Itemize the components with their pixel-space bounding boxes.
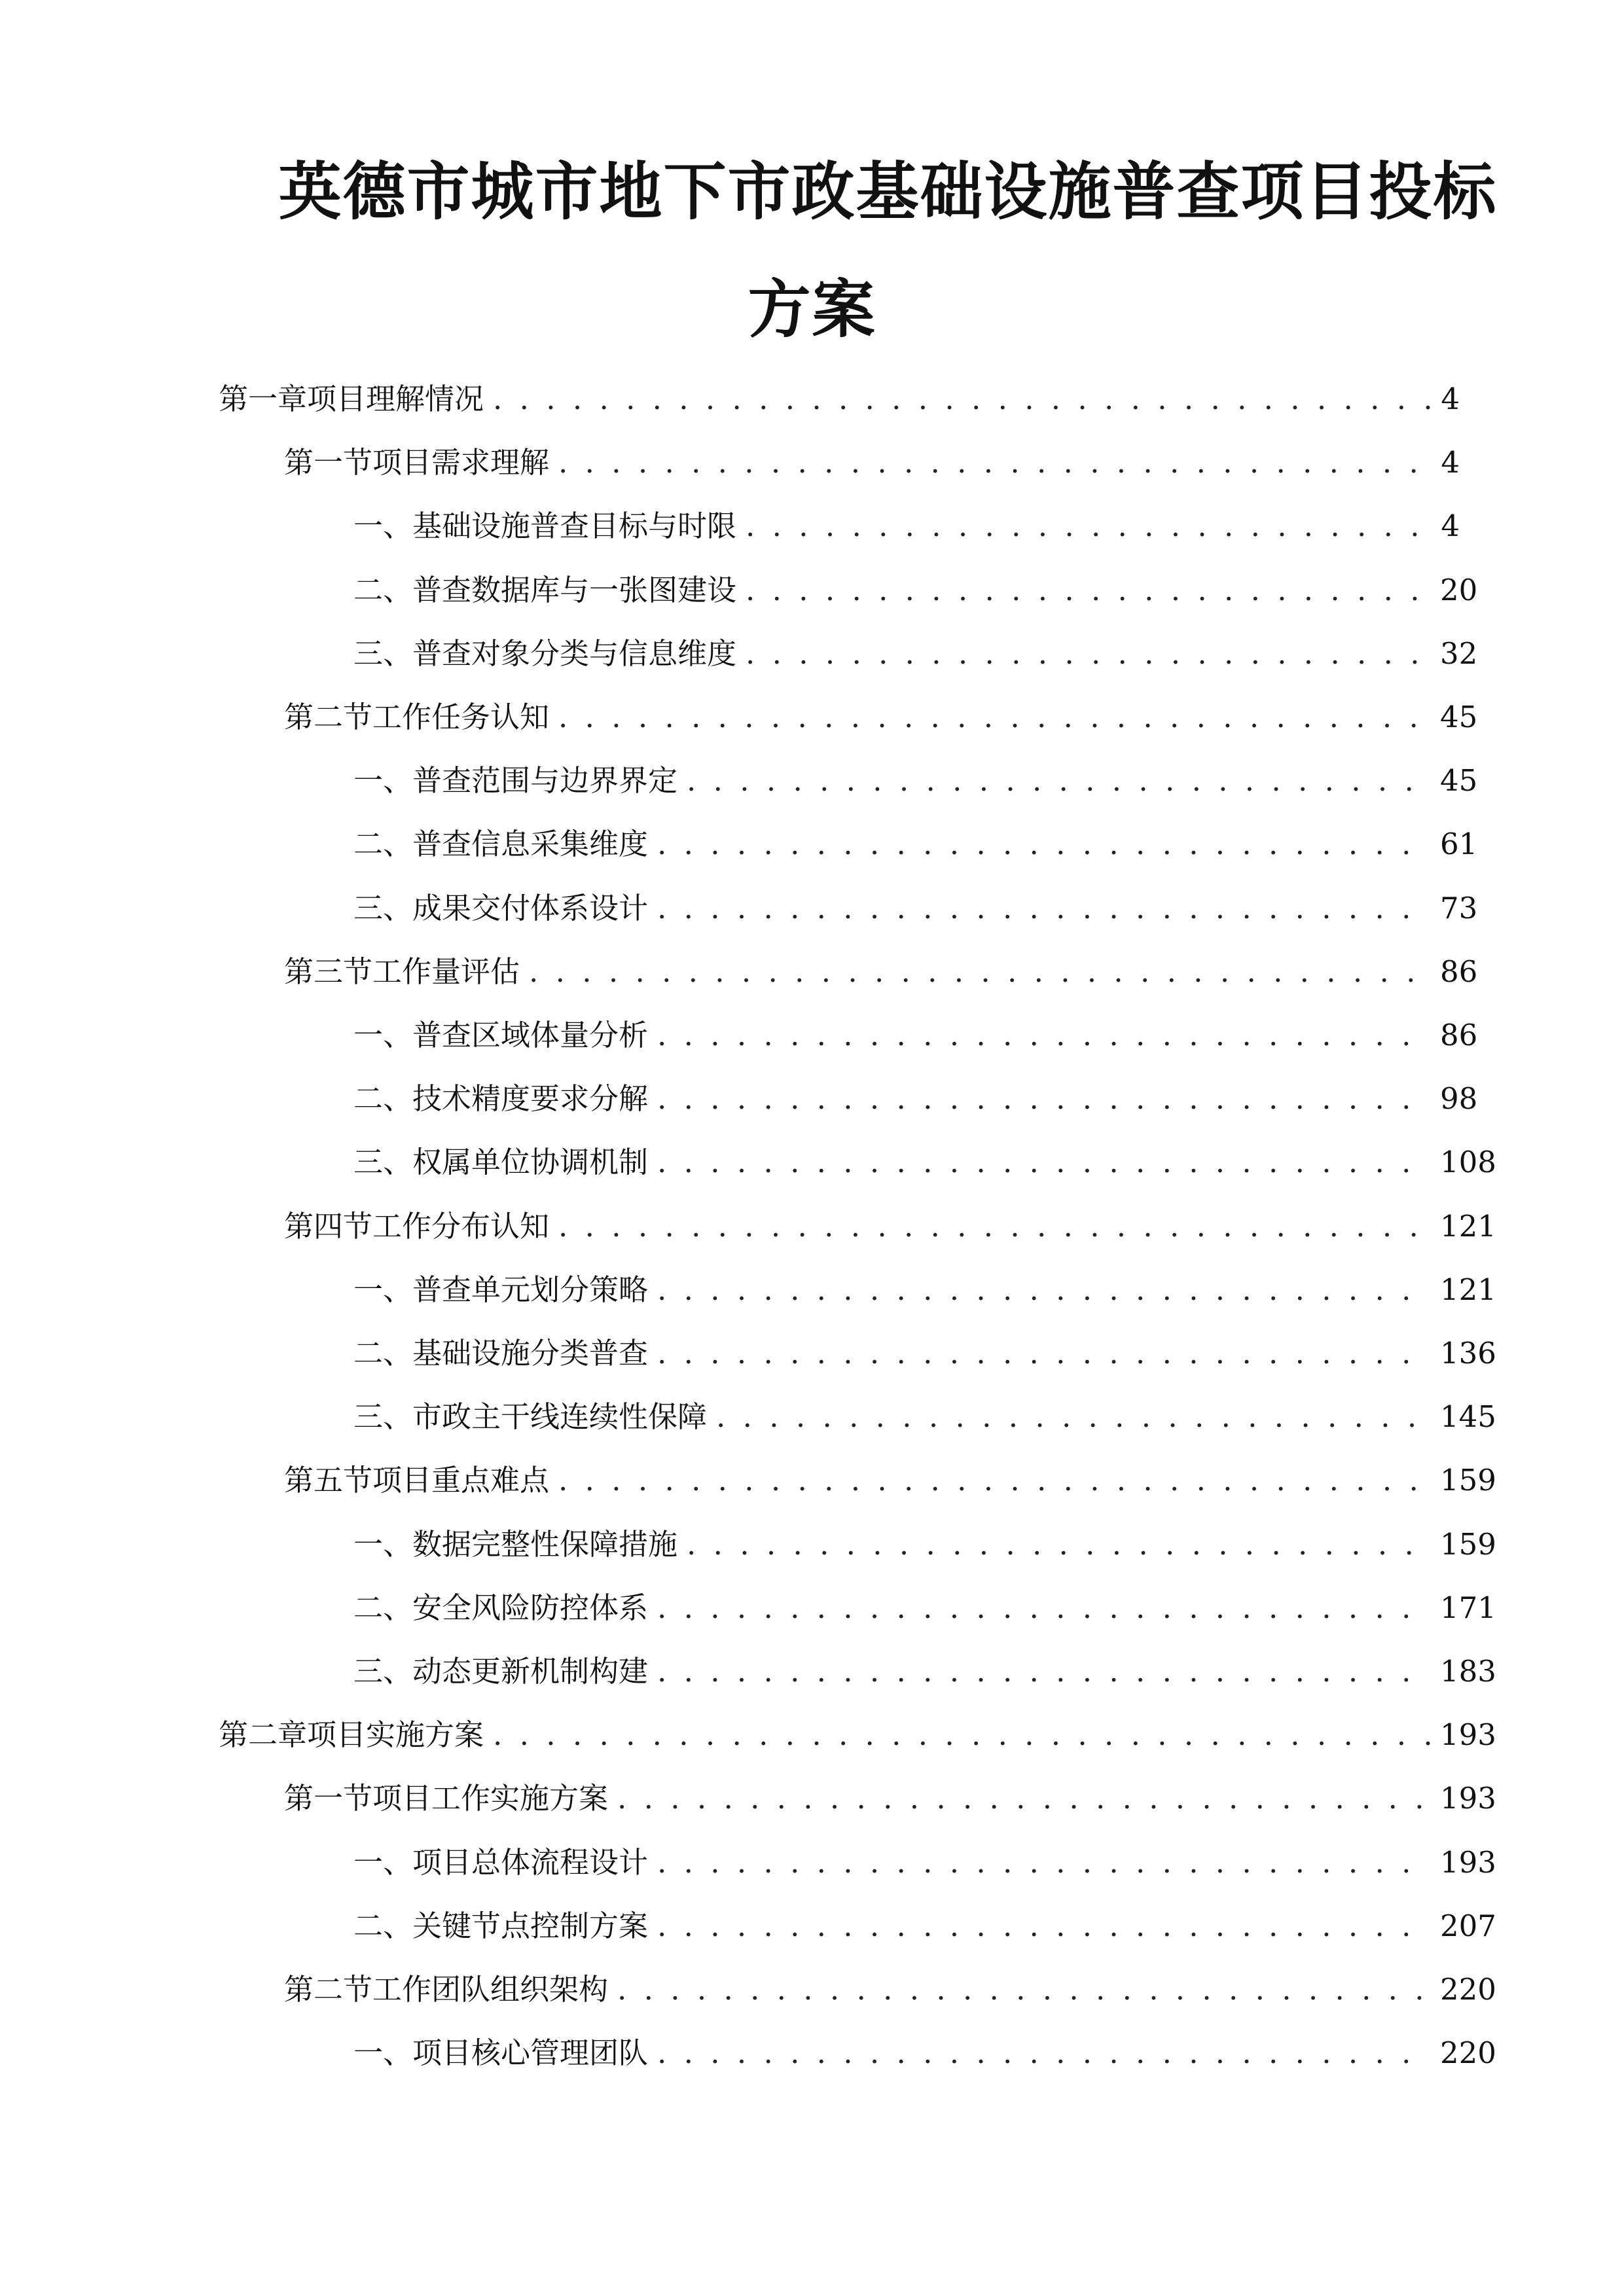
toc-entry[interactable] [219,380,1460,419]
toc-dot-leader [657,2034,1431,2073]
toc-entry-page-number: 193 [1440,1781,1496,1816]
toc-entry-label: 关键节点控制方案 [412,1908,649,1943]
toc-dot-leader [657,1143,1431,1182]
toc-entry-page-number: 20 [1440,572,1478,607]
toc-entry-number: 一、 [353,1844,413,1880]
toc-dot-leader [558,698,1431,737]
toc-entry-label: 普查单元划分策略 [412,1272,649,1307]
toc-entry-number: 三、 [353,1145,413,1180]
toc-entry[interactable] [284,1461,1496,1500]
toc-dot-leader [617,1970,1431,2009]
toc-entry-label: 项目工作实施方案 [372,1781,609,1816]
toc-entry-number: 三、 [353,636,413,671]
toc-dot-leader [657,1652,1431,1691]
toc-entry-number: 二、 [353,1081,413,1117]
toc-dot-leader [657,1843,1431,1882]
toc-entry[interactable] [284,698,1478,737]
toc-entry[interactable] [353,1843,1496,1882]
toc-entry-page-number: 98 [1440,1081,1478,1117]
toc-entry-page-number: 136 [1440,1336,1496,1371]
toc-entry[interactable] [353,1143,1496,1182]
toc-entry-label: 项目核心管理团队 [412,2036,649,2071]
toc-entry[interactable] [353,634,1478,673]
toc-dot-leader [657,1270,1431,1310]
toc-dot-leader [716,1397,1431,1437]
toc-entry[interactable] [353,1079,1478,1119]
toc-entry[interactable] [353,1525,1496,1564]
toc-entry[interactable] [353,889,1478,928]
toc-entry-label: 普查对象分类与信息维度 [412,636,737,671]
toc-entry-label: 普查数据库与一张图建设 [412,572,737,607]
toc-dot-leader [529,952,1431,992]
toc-entry-page-number: 86 [1440,1018,1478,1052]
toc-entry-page-number: 183 [1440,1654,1496,1689]
toc-entry-number: 第二节 [284,1972,373,2007]
toc-entry-label: 技术精度要求分解 [412,1081,649,1117]
toc-entry-label: 安全风险防控体系 [412,1590,649,1625]
toc-entry-number: 三、 [353,890,413,925]
toc-dot-leader [657,1907,1431,1946]
toc-entry-page-number: 145 [1440,1399,1496,1435]
toc-dot-leader [617,1779,1431,1818]
toc-entry-page-number: 4 [1441,382,1460,416]
toc-entry[interactable] [353,507,1460,546]
toc-dot-leader [493,380,1431,419]
toc-entry[interactable] [353,1588,1496,1628]
toc-entry[interactable] [353,1397,1496,1437]
toc-entry-page-number: 45 [1440,700,1478,734]
toc-dot-leader [558,1461,1431,1500]
toc-dot-leader [746,634,1431,673]
toc-entry-page-number: 121 [1440,1272,1496,1307]
toc-entry-number: 一、 [353,1272,413,1307]
toc-entry[interactable] [353,1016,1478,1055]
toc-entry-label: 普查范围与边界界定 [412,763,678,798]
toc-entry-label: 动态更新机制构建 [412,1654,649,1689]
toc-entry-page-number: 73 [1440,890,1478,925]
toc-entry[interactable] [353,1907,1496,1946]
toc-entry-label: 普查信息采集维度 [412,827,649,862]
toc-entry-page-number: 121 [1440,1208,1496,1244]
toc-entry-number: 一、 [353,763,413,798]
toc-entry-page-number: 207 [1440,1908,1496,1943]
toc-entry[interactable] [353,1334,1496,1373]
toc-entry-number: 第一章 [219,382,308,416]
toc-entry-label: 项目重点难点 [372,1463,550,1498]
toc-entry-number: 三、 [353,1654,413,1689]
toc-entry-number: 第二节 [284,700,373,734]
toc-dot-leader [657,1588,1431,1628]
toc-entry-label: 基础设施普查目标与时限 [412,509,737,544]
toc-entry-label: 普查区域体量分析 [412,1018,649,1052]
toc-entry-page-number: 32 [1440,636,1478,671]
toc-entry[interactable] [284,443,1460,482]
toc-entry-label: 工作量评估 [372,954,520,989]
toc-entry[interactable] [353,1270,1496,1310]
toc-entry-page-number: 4 [1441,509,1460,544]
toc-dot-leader [687,1525,1431,1564]
toc-entry-page-number: 61 [1440,827,1478,862]
toc-dot-leader [657,825,1431,864]
toc-entry-page-number: 171 [1440,1590,1496,1625]
toc-entry-number: 第五节 [284,1463,373,1498]
toc-entry-number: 一、 [353,2036,413,2071]
toc-entry-page-number: 45 [1440,763,1478,798]
toc-entry-label: 市政主干线连续性保障 [412,1399,708,1435]
toc-entry-label: 工作分布认知 [372,1208,550,1244]
toc-dot-leader [746,571,1431,610]
toc-dot-leader [657,1334,1431,1373]
toc-entry-label: 工作团队组织架构 [372,1972,609,2007]
toc-entry-number: 第三节 [284,954,373,989]
toc-entry-page-number: 86 [1440,954,1478,989]
document-title-line-2: 方案 [748,272,876,346]
toc-entry[interactable] [284,1779,1496,1818]
toc-entry-label: 项目实施方案 [307,1717,484,1753]
toc-entry-page-number: 193 [1440,1844,1496,1880]
toc-entry-label: 权属单位协调机制 [412,1145,649,1180]
toc-entry-label: 成果交付体系设计 [412,890,649,925]
toc-dot-leader [657,1016,1431,1055]
toc-entry-number: 一、 [353,1018,413,1052]
toc-entry-number: 一、 [353,1526,413,1562]
toc-entry-page-number: 159 [1440,1463,1496,1498]
toc-entry-page-number: 220 [1440,2036,1496,2071]
toc-dot-leader [657,1079,1431,1119]
toc-entry-number: 第一节 [284,445,373,480]
toc-entry[interactable] [284,952,1478,992]
toc-entry[interactable] [353,761,1478,800]
toc-dot-leader [687,761,1431,800]
toc-entry[interactable] [353,2034,1496,2073]
toc-entry[interactable] [353,571,1478,610]
toc-entry-page-number: 193 [1440,1717,1496,1753]
toc-entry[interactable] [284,1207,1496,1246]
toc-entry-label: 项目总体流程设计 [412,1844,649,1880]
toc-entry-number: 第一节 [284,1781,373,1816]
toc-entry[interactable] [284,1970,1496,2009]
toc-entry-number: 二、 [353,1908,413,1943]
toc-entry-label: 基础设施分类普查 [412,1336,649,1371]
toc-dot-leader [657,889,1431,928]
toc-entry[interactable] [353,1652,1496,1691]
toc-entry[interactable] [353,825,1478,864]
toc-entry-number: 二、 [353,572,413,607]
toc-entry-page-number: 159 [1440,1526,1496,1562]
toc-dot-leader [558,1207,1431,1246]
document-title-line-1: 英德市城市地下市政基础设施普查项目投标 [278,154,1498,228]
toc-entry-label: 数据完整性保障措施 [412,1526,678,1562]
toc-dot-leader [558,443,1431,482]
toc-entry-number: 一、 [353,509,413,544]
toc-entry[interactable] [219,1715,1496,1755]
toc-entry-label: 项目理解情况 [307,382,484,416]
toc-dot-leader [746,507,1431,546]
toc-entry-page-number: 4 [1441,445,1460,480]
toc-entry-number: 三、 [353,1399,413,1435]
toc-entry-number: 二、 [353,1336,413,1371]
toc-entry-number: 二、 [353,1590,413,1625]
toc-entry-number: 二、 [353,827,413,862]
toc-entry-label: 项目需求理解 [372,445,550,480]
toc-entry-number: 第二章 [219,1717,308,1753]
toc-entry-number: 第四节 [284,1208,373,1244]
toc-dot-leader [493,1715,1431,1755]
toc-entry-label: 工作任务认知 [372,700,550,734]
toc-entry-page-number: 220 [1440,1972,1496,2007]
toc-entry-page-number: 108 [1440,1145,1496,1180]
